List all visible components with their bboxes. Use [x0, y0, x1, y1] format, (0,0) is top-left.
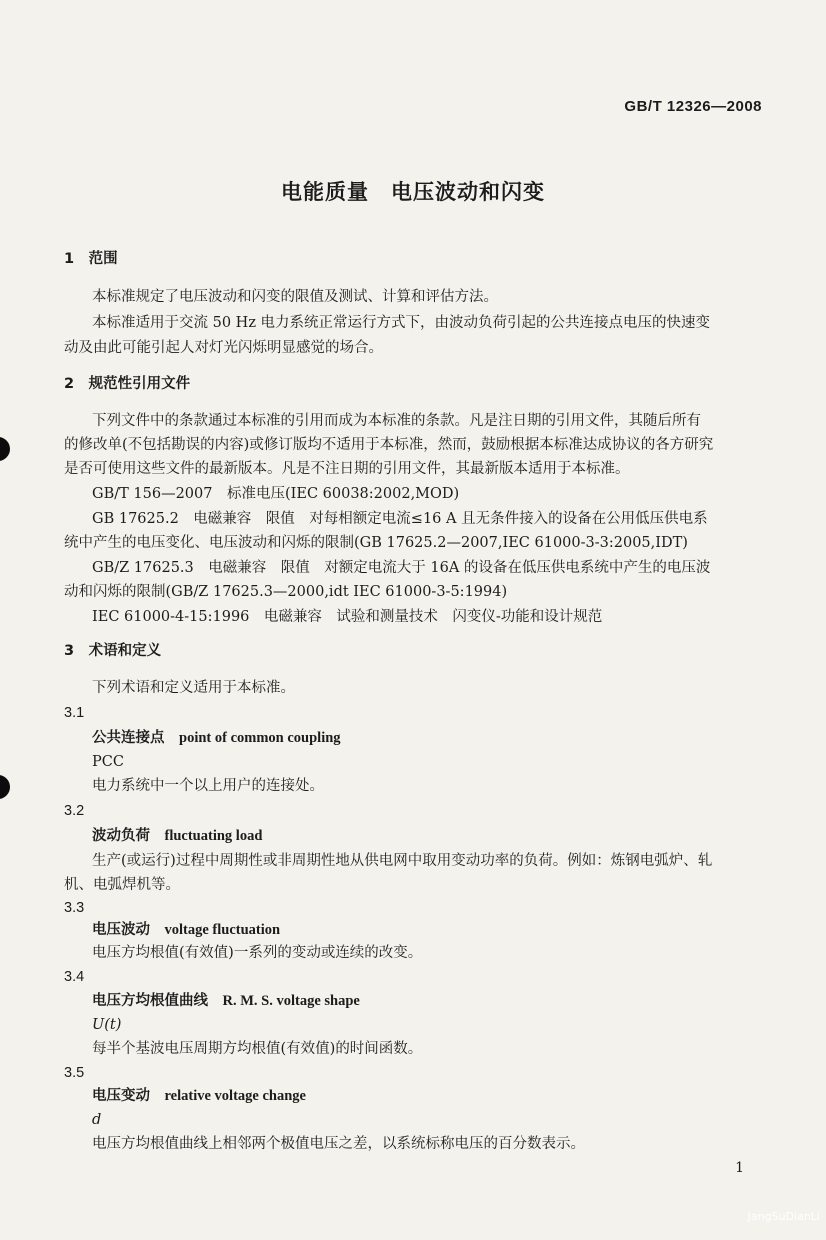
term-chinese: 公共连接点 [92, 730, 165, 746]
document-title: 电能质量 电压波动和闪变 [281, 180, 545, 204]
term-symbol: U(t) [92, 1017, 122, 1033]
paragraph: 下列文件中的条款通过本标准的引用而成为本标准的条款。凡是注日期的引用文件，其随后所有 [92, 413, 701, 429]
standard-number: GB/T 12326—2008 [624, 98, 762, 115]
term-heading [92, 1086, 306, 1106]
reference-item: IEC 61000-4-15:1996 电磁兼容 试验和测量技术 闪变仪-功能和设计规范 [92, 609, 603, 625]
clause-number: 3.2 [64, 803, 85, 819]
term-definition: 生产(或运行)过程中周期性或非周期性地从供电网中取用变动功率的负荷。例如：炼钢电弧炉、轧 [92, 853, 713, 869]
term-english: relative voltage change [164, 1088, 306, 1104]
term-heading [92, 991, 360, 1011]
term-english: fluctuating load [164, 828, 263, 844]
term-abbreviation: PCC [92, 754, 124, 770]
paragraph-cont: 是否可使用这些文件的最新版本。凡是不注日期的引用文件，其最新版本适用于本标准。 [64, 461, 630, 477]
reference-item: GB 17625.2 电磁兼容 限值 对每相额定电流≤16 A 且无条件接入的设备在公用低压供电系 [92, 511, 708, 527]
reference-item: GB/T 156—2007 标准电压(IEC 60038:2002,MOD) [92, 486, 460, 502]
term-definition: 电力系统中一个以上用户的连接处。 [92, 778, 324, 794]
paragraph: 本标准适用于交流 50 Hz 电力系统正常运行方式下，由波动负荷引起的公共连接点电压的快速变 [92, 315, 711, 331]
binding-hole [0, 437, 10, 461]
term-english: R. M. S. voltage shape [222, 993, 360, 1009]
reference-item: GB/Z 17625.3 电磁兼容 限值 对额定电流大于 16A 的设备在低压供电系统中产生的电压波 [92, 560, 711, 576]
term-chinese: 电压变动 [92, 1088, 150, 1104]
section-heading-references: 2 规范性引用文件 [64, 376, 191, 392]
term-english: point of common coupling [179, 730, 341, 746]
term-heading [92, 920, 280, 940]
term-chinese: 电压方均根值曲线 [92, 993, 208, 1009]
term-definition: 电压方均根值曲线上相邻两个极值电压之差，以系统标称电压的百分数表示。 [92, 1136, 585, 1152]
term-symbol: d [92, 1112, 102, 1128]
paragraph: 下列术语和定义适用于本标准。 [92, 680, 295, 696]
term-definition-cont: 机、电弧焊机等。 [64, 877, 180, 893]
clause-number: 3.4 [64, 969, 85, 985]
paragraph-cont: 的修改单(不包括勘误的内容)或修订版均不适用于本标准，然而，鼓励根据本标准达成协议的各方研究 [64, 437, 714, 453]
term-chinese: 波动负荷 [92, 828, 150, 844]
binding-hole [0, 775, 10, 799]
term-definition: 电压方均根值(有效值)一系列的变动或连续的改变。 [92, 945, 423, 961]
clause-number: 3.3 [64, 900, 85, 916]
reference-item-cont: 统中产生的电压变化、电压波动和闪烁的限制(GB 17625.2—2007,IEC 61000-3-3:2005,IDT) [64, 535, 688, 551]
paragraph-cont: 动及由此可能引起人对灯光闪烁明显感觉的场合。 [64, 340, 383, 356]
section-heading-terms: 3 术语和定义 [64, 643, 162, 659]
watermark: JangSuDianLi [747, 1210, 820, 1223]
term-chinese: 电压波动 [92, 922, 150, 938]
clause-number: 3.5 [64, 1065, 85, 1081]
paragraph: 本标准规定了电压波动和闪变的限值及测试、计算和评估方法。 [92, 289, 498, 305]
term-definition: 每半个基波电压周期方均根值(有效值)的时间函数。 [92, 1041, 423, 1057]
term-heading [92, 728, 341, 748]
reference-item-cont: 动和闪烁的限制(GB/Z 17625.3—2000,idt IEC 61000-3-5:1994) [64, 584, 508, 600]
term-english: voltage fluctuation [164, 922, 281, 938]
page-number: 1 [735, 1160, 744, 1176]
term-heading [92, 826, 262, 846]
section-heading-scope: 1 范围 [64, 251, 118, 267]
clause-number: 3.1 [64, 705, 85, 721]
